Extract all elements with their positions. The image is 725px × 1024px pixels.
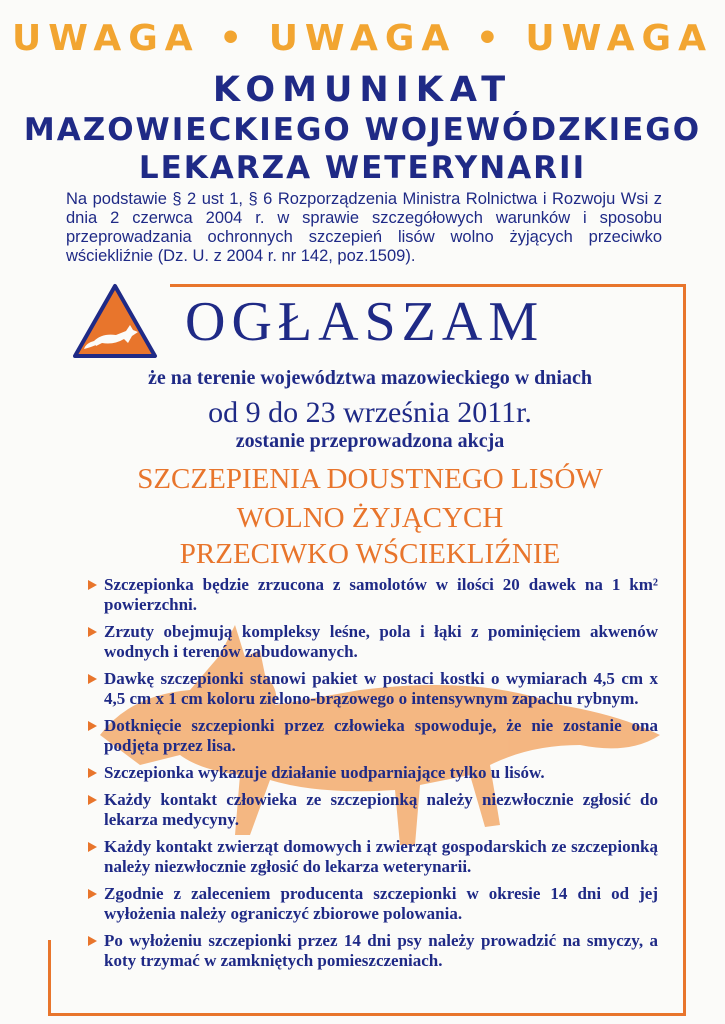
fox-warning-sign-icon [72,283,158,359]
action-title-line3: PRZECIWKO WŚCIEKLIŹNIE [179,538,561,570]
region-line: że na terenie województwa mazowieckiego w dniach [148,367,592,389]
uwaga-heading: UWAGA • UWAGA • UWAGA [12,18,713,59]
list-item [88,575,658,615]
list-item-text: Dotknięcie szczepionki przez człowieka spowoduje, że nie zostanie ona podjęta przez lisa. [104,716,658,755]
action-title-line1: SZCZEPIENIA DOUSTNEGO LISÓW [137,463,603,495]
list-item [88,763,658,783]
list-item-text: Szczepionka będzie zrzucona z samolotów w ilości 20 dawek na 1 km² powierzchni. [104,575,658,614]
frame-right-border [683,284,686,1016]
authority-heading-line1: MAZOWIECKIEGO WOJEWÓDZKIEGO [23,112,702,148]
action-intro-line: zostanie przeprowadzona akcja [235,430,505,452]
date-range: od 9 do 23 września 2011r. [208,396,532,429]
legal-basis-paragraph: Na podstawie § 2 ust 1, § 6 Rozporządzenia Ministra Rolnictwa i Rozwoju Wsi z dnia 2 czerwca 2004 r. w sprawie szczegółowych warunków i sposobu przeprowadzania ochronnych szczepień lisów wolno żyjących przeciwko wściekliźnie (Dz. U. z 2004 r. nr 142, poz.1509). [66,190,662,265]
list-item [88,884,658,924]
frame-top-border [170,284,686,287]
authority-heading-line2: LEKARZA WETERYNARII [138,150,587,186]
list-item [88,716,658,756]
announcement-title: OGŁASZAM [185,291,545,353]
orange-arrow-bullet-icon [88,580,97,590]
list-item [88,790,658,830]
orange-arrow-bullet-icon [88,936,97,946]
komunikat-heading: KOMUNIKAT [212,70,513,110]
action-title-line2: WOLNO ŻYJĄCYCH [236,502,504,534]
list-item [88,622,658,662]
list-item-text: Zgodnie z zaleceniem producenta szczepionki w okresie 14 dni od jej wyłożenia należy ograniczyć zbiorowe polowania. [104,884,658,923]
orange-arrow-bullet-icon [88,627,97,637]
list-item-text: Zrzuty obejmują kompleksy leśne, pola i łąki z pominięciem akwenów wodnych i terenów zabudowanych. [104,622,658,661]
orange-arrow-bullet-icon [88,768,97,778]
list-item [88,931,658,971]
list-item [88,837,658,877]
list-item-text: Każdy kontakt zwierząt domowych i zwierząt gospodarskich ze szczepionką należy niezwłocznie zgłosić do lekarza weterynarii. [104,837,658,876]
orange-arrow-bullet-icon [88,842,97,852]
list-item [88,669,658,709]
frame-left-border [48,940,51,1016]
list-item-text: Dawkę szczepionki stanowi pakiet w postaci kostki o wymiarach 4,5 cm x 4,5 cm x 1 cm koloru zielono-brązowego o intensywnym zapachu rybnym. [104,669,658,708]
instructions-list [88,575,658,978]
orange-arrow-bullet-icon [88,889,97,899]
list-item-text: Każdy kontakt człowieka ze szczepionką należy niezwłocznie zgłosić do lekarza medycyny. [104,790,658,829]
list-item-text: Po wyłożeniu szczepionki przez 14 dni psy należy prowadzić na smyczy, a koty trzymać w zamkniętych pomieszczeniach. [104,931,658,970]
orange-arrow-bullet-icon [88,721,97,731]
orange-arrow-bullet-icon [88,795,97,805]
list-item-text: Szczepionka wykazuje działanie uodparniające tylko u lisów. [104,763,545,782]
frame-bottom-border [48,1013,686,1016]
orange-arrow-bullet-icon [88,674,97,684]
